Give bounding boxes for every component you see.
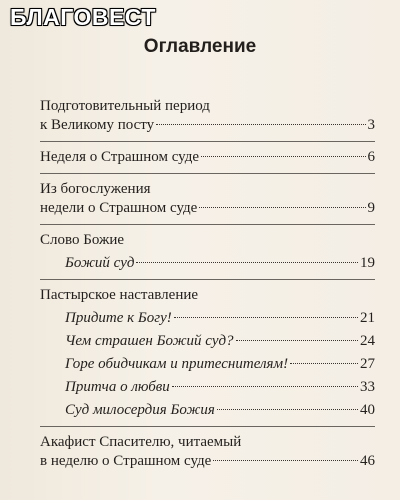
entry-line: Из богослужения	[40, 181, 151, 197]
toc-entry	[40, 401, 375, 420]
page-number: 3	[367, 117, 375, 133]
divider	[40, 141, 375, 142]
watermark-logo: БЛАГОВЕСТ	[10, 4, 156, 30]
divider	[40, 279, 375, 280]
toc-entry	[40, 355, 375, 374]
page-number: 6	[367, 149, 375, 165]
entry-line: Акафист Спасителю, читаемый	[40, 434, 242, 450]
toc-entry	[40, 148, 375, 167]
toc-section-heading	[40, 231, 375, 250]
entry-line: Чем страшен Божий суд?	[65, 333, 234, 349]
toc-entry	[40, 309, 375, 328]
leader-dots	[201, 156, 365, 157]
page-number: 9	[367, 200, 375, 216]
table-of-contents	[40, 97, 375, 471]
page-number: 19	[360, 255, 375, 271]
leader-dots	[174, 317, 358, 318]
leader-dots	[217, 409, 358, 410]
leader-dots	[236, 340, 358, 341]
page-title: Оглавление	[143, 36, 257, 57]
toc-entry	[40, 378, 375, 397]
entry-line: Придите к Богу!	[65, 310, 172, 326]
page-number: 24	[360, 333, 375, 349]
page-number: 40	[360, 402, 375, 418]
entry-line: Божий суд	[65, 255, 135, 271]
entry-line: Подготовительный период	[40, 98, 210, 114]
page-number: 21	[360, 310, 375, 326]
divider	[40, 173, 375, 174]
entry-line: Притча о любви	[65, 379, 170, 395]
entry-line: Суд милосердия Божия	[65, 402, 215, 418]
toc-entry	[40, 254, 375, 273]
toc-entry	[40, 180, 375, 218]
page-number: 27	[360, 356, 375, 372]
page-number: 33	[360, 379, 375, 395]
leader-dots	[213, 460, 358, 461]
leader-dots	[199, 207, 365, 208]
entry-line: к Великому посту	[40, 117, 155, 133]
entry-line: Неделя о Страшном суде	[40, 149, 200, 165]
leader-dots	[172, 386, 358, 387]
leader-dots	[290, 363, 358, 364]
toc-section-heading	[40, 286, 375, 305]
divider	[40, 224, 375, 225]
leader-dots	[156, 124, 365, 125]
entry-line: Слово Божие	[40, 232, 125, 248]
toc-entry	[40, 332, 375, 351]
page-number: 46	[360, 453, 375, 469]
divider	[40, 426, 375, 427]
entry-line: Пастырское наставление	[40, 287, 199, 303]
entry-line: Горе обидчикам и притеснителям!	[65, 356, 289, 372]
leader-dots	[136, 262, 358, 263]
entry-line: недели о Страшном суде	[40, 200, 198, 216]
entry-line: в неделю о Страшном суде	[40, 453, 212, 469]
toc-entry	[40, 433, 375, 471]
toc-entry	[40, 97, 375, 135]
